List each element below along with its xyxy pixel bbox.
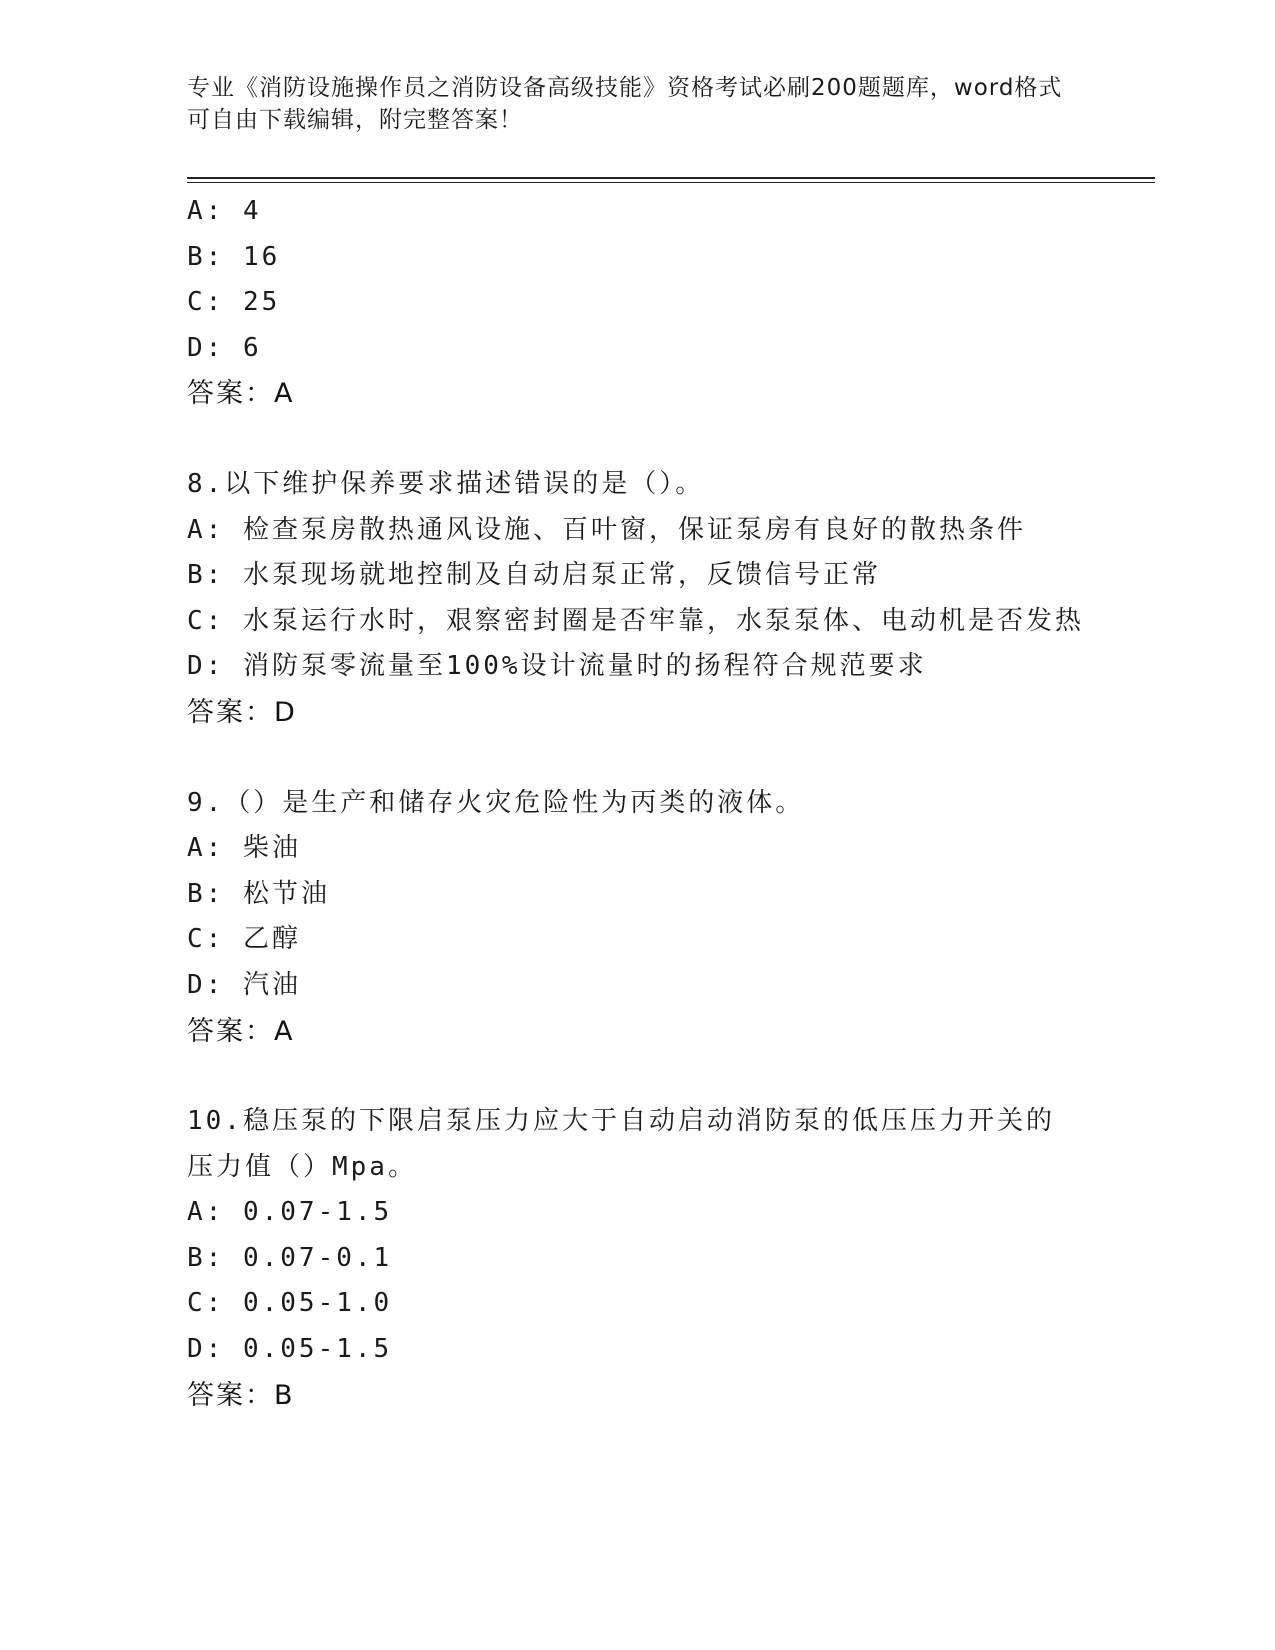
header-divider	[187, 177, 1155, 183]
option-b: B: 水泵现场就地控制及自动启泵正常，反馈信号正常	[187, 560, 881, 591]
option-c: C: 水泵运行水时，艰察密封圈是否牢靠，水泵泵体、电动机是否发热	[187, 605, 1084, 636]
option-b: B: 0.07-0.1	[187, 1242, 393, 1273]
option-a: A: 0.07-1.5	[187, 1197, 393, 1228]
question-stem: 10.稳压泵的下限启泵压力应大于自动启动消防泵的低压压力开关的压力值（）Mpa。	[187, 1106, 1055, 1182]
question-block-10	[187, 1099, 1087, 1418]
question-block-8	[187, 462, 1087, 736]
question-block-7	[187, 189, 1087, 417]
question-stem: 9.（）是生产和储存火灾危险性为丙类的液体。	[187, 787, 805, 818]
option-d: D: 消防泵零流量至100%设计流量时的扬程符合规范要求	[187, 651, 927, 682]
answer-text: 答案：B	[187, 1379, 295, 1411]
option-a: A: 检查泵房散热通风设施、百叶窗，保证泵房有良好的散热条件	[187, 514, 1026, 545]
option-d: D: 6	[187, 332, 262, 363]
page-header-title: 专业《消防设施操作员之消防设备高级技能》资格考试必刷200题题库，word格式可自由下载编辑，附完整答案！	[187, 75, 1063, 133]
option-a: A: 柴油	[187, 833, 301, 864]
option-c: C: 25	[187, 287, 281, 318]
question-stem: 8.以下维护保养要求描述错误的是（）。	[187, 468, 705, 499]
option-b: B: 松节油	[187, 878, 330, 909]
option-c: C: 乙醇	[187, 924, 301, 955]
question-list	[187, 189, 1087, 1418]
answer-text: 答案：A	[187, 378, 295, 410]
option-d: D: 汽油	[187, 969, 301, 1000]
question-block-9	[187, 781, 1087, 1055]
option-c: C: 0.05-1.0	[187, 1288, 393, 1319]
answer-text: 答案：D	[187, 696, 297, 728]
answer-text: 答案：A	[187, 1015, 295, 1047]
option-d: D: 0.05-1.5	[187, 1334, 393, 1365]
option-a: A: 4	[187, 196, 262, 226]
option-b: B: 16	[187, 241, 281, 272]
